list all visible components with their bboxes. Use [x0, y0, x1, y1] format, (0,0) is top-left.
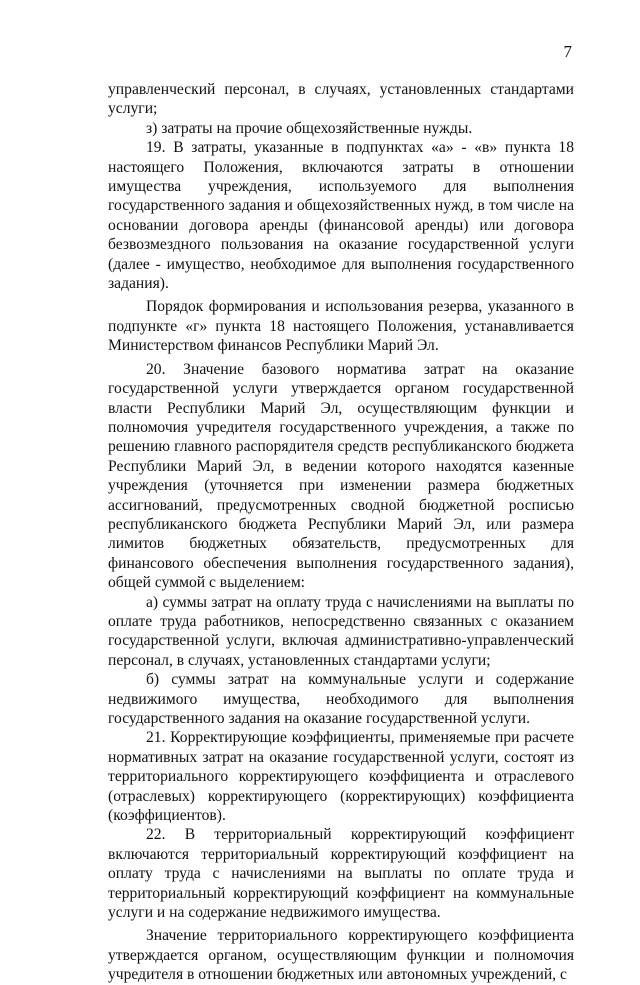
page-number: 7 — [563, 42, 572, 61]
document-body — [108, 80, 574, 985]
paragraph-6: а) суммы затрат на оплату труда с начислениями на выплаты по оплате труда работников, непосредственно связанных с оказанием государственной услуги, включая административно-управленческий персонал, в случаях, установленных стандартами услуги; — [108, 593, 574, 669]
paragraph-2: з) затраты на прочие общехозяйственные нужды. — [146, 119, 473, 137]
paragraph-1: управленческий персонал, в случаях, установленных стандартами услуги; — [108, 81, 574, 118]
paragraph-7: б) суммы затрат на коммунальные услуги и содержание недвижимого имущества, необходимого для выполнения государственного задания на оказание государственной услуги. — [108, 671, 574, 727]
paragraph-3: 19. В затраты, указанные в подпунктах «а» - «в» пункта 18 настоящего Положения, включаются затраты в отношении имущества учреждения, используемого для выполнения государственного задания и общехозяйственных нужд, в том числе на основании договора аренды (финансовой аренды) или договора безвозмездного пользования на оказание государственной услуги (далее - имущество, необходимое для выполнения государственного задания). — [108, 139, 574, 293]
paragraph-10: Значение территориального корректирующего коэффициента утверждается органом, осуществляющим функции и полномочия учредителя в отношении бюджетных или автономных учреждений, с — [108, 927, 574, 984]
paragraph-9: 22. В территориальный корректирующий коэффициент включаются территориальный корректирующий коэффициент на оплату труда с начислениями на выплаты по оплате труда и территориальный корректирующий коэффициент на коммунальные услуги и на содержание недвижимого имущества. — [108, 826, 574, 922]
paragraph-4: Порядок формирования и использования резерва, указанного в подпункте «г» пункта 18 настоящего Положения, устанавливается Министерством финансов Республики Марий Эл. — [108, 298, 574, 355]
paragraph-8: 21. Корректирующие коэффициенты, применяемые при расчете нормативных затрат на оказание государственной услуги, состоят из территориального корректирующего коэффициента и отраслевого (отраслевых) корректирующего (корректирующих) коэффициента (коэффициентов). — [108, 729, 574, 825]
paragraph-5: 20. Значение базового норматива затрат на оказание государственной услуги утверждается органом государственной власти Республики Марий Эл, осуществляющим функции и полномочия учредителя государственного учреждения, а также по решению главного распорядителя средств республиканского бюджета Республики Марий Эл, в ведении которого находятся казенные учреждения (уточняется при изменении размера бюджетных ассигнований, предусмотренных сводной бюджетной росписью республиканского бюджета Республики Марий Эл, или размера лимитов бюджетных обязательств, предусмотренных для финансового обеспечения выполнения государственного задания), общей суммой с выделением: — [108, 360, 574, 592]
